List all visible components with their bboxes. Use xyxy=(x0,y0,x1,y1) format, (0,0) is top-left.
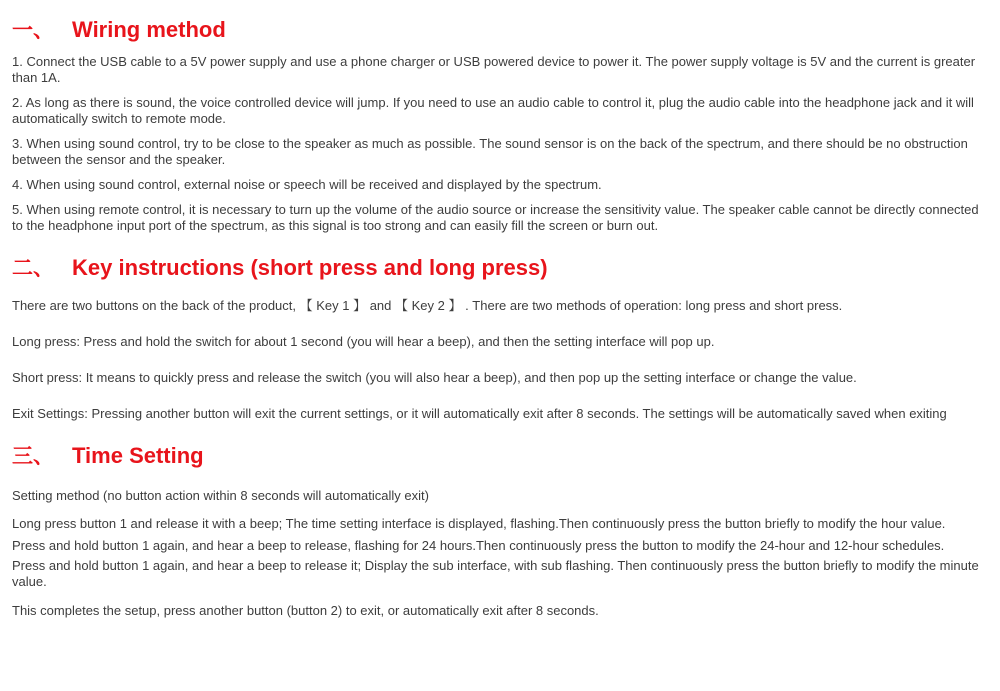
paragraph: 2. As long as there is sound, the voice controlled device will jump. If you need to use an audio cable to control it, plug the audio cable into the headphone jack and it will automatically switch to remote mode. xyxy=(12,95,974,126)
section-title: Key instructions (short press and long press) xyxy=(72,255,548,280)
paragraph: 5. When using remote control, it is necessary to turn up the volume of the audio source or increase the sensitivity value. The speaker cable cannot be directly connected to the headphone input port of the spectrum, as this signal is too strong and can easily fill the screen or burn out. xyxy=(12,202,979,233)
section-key-instructions xyxy=(12,254,987,422)
section-time-setting xyxy=(12,442,987,619)
section-title: Time Setting xyxy=(72,443,204,468)
paragraph: Long press button 1 and release it with a beep; The time setting interface is displayed, flashing.Then continuously press the button briefly to modify the hour value. xyxy=(12,516,946,531)
section-number-marker: 二、 xyxy=(12,257,54,280)
paragraph: Short press: It means to quickly press and release the switch (you will also hear a beep), and then pop up the setting interface or change the value. xyxy=(12,370,857,385)
paragraph: Long press: Press and hold the switch for about 1 second (you will hear a beep), and then the setting interface will pop up. xyxy=(12,334,715,349)
section-title: Wiring method xyxy=(72,17,226,42)
paragraph: Setting method (no button action within 8 seconds will automatically exit) xyxy=(12,488,429,503)
paragraph: This completes the setup, press another button (button 2) to exit, or automatically exit after 8 seconds. xyxy=(12,603,599,618)
paragraph: Press and hold button 1 again, and hear a beep to release, flashing for 24 hours.Then continuously press the button to modify the 24-hour and 12-hour schedules. xyxy=(12,538,945,553)
paragraph: 3. When using sound control, try to be close to the speaker as much as possible. The sound sensor is on the back of the spectrum, and there should be no obstruction between the sensor and the speaker. xyxy=(12,136,968,167)
paragraph: There are two buttons on the back of the product, 【 Key 1 】 and 【 Key 2 】 . There are two methods of operation: long press and short press. xyxy=(12,298,843,313)
section-wiring-method xyxy=(12,16,987,234)
paragraph: 4. When using sound control, external noise or speech will be received and displayed by the spectrum. xyxy=(12,177,602,192)
paragraph: Exit Settings: Pressing another button will exit the current settings, or it will automatically exit after 8 seconds. The settings will be automatically saved when exiting xyxy=(12,406,947,421)
section-heading-key-instructions xyxy=(12,254,987,282)
paragraph: 1. Connect the USB cable to a 5V power supply and use a phone charger or USB powered device to power it. The power supply voltage is 5V and the current is greater than 1A. xyxy=(12,54,976,85)
section-number-marker: 三、 xyxy=(12,445,54,468)
section-number-marker: 一、 xyxy=(12,19,54,42)
section-heading-time-setting xyxy=(12,442,987,470)
paragraph: Press and hold button 1 again, and hear a beep to release it; Display the sub interface, with sub flashing. Then continuously press the button briefly to modify the minute value. xyxy=(12,558,979,589)
section-heading-wiring-method xyxy=(12,16,987,44)
